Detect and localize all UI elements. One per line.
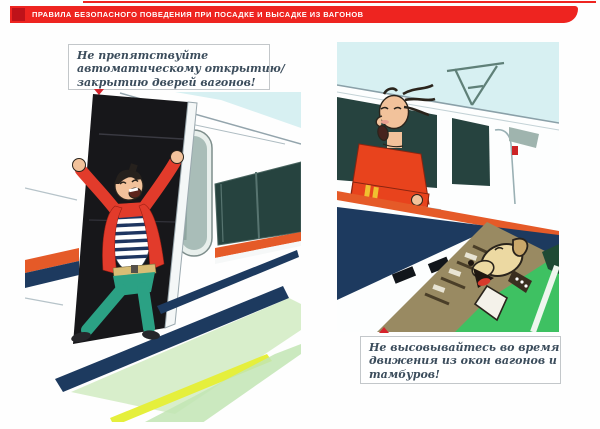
header-bar: [10, 6, 578, 23]
caption-line: тамбуров!: [369, 367, 440, 381]
caption-box-windows: [360, 336, 561, 384]
caption-line: Не высовывайтесь во время: [369, 341, 560, 354]
caption-line: закрытию дверей вагонов!: [77, 75, 256, 89]
illustration-window-leaning: [337, 42, 559, 332]
train-window-band: [215, 162, 301, 245]
page-title: ПРАВИЛА БЕЗОПАСНОГО ПОВЕДЕНИЯ ПРИ ПОСАДКЕ И ВЫСАДКЕ ИЗ ВАГОНОВ: [32, 10, 364, 19]
caption-line: Не препятствуйте: [77, 49, 209, 62]
caption-box-doors: [68, 44, 285, 90]
door-button-marker: [512, 146, 518, 155]
header-accent-line: [83, 1, 596, 3]
header-corner-chip: [12, 8, 25, 21]
illustration-door-blocking: [25, 92, 301, 422]
triangle-up-icon: [379, 327, 389, 333]
caption-line: автоматическому открытию/: [77, 62, 285, 76]
caption-line: движения из окон вагонов и: [369, 354, 557, 368]
